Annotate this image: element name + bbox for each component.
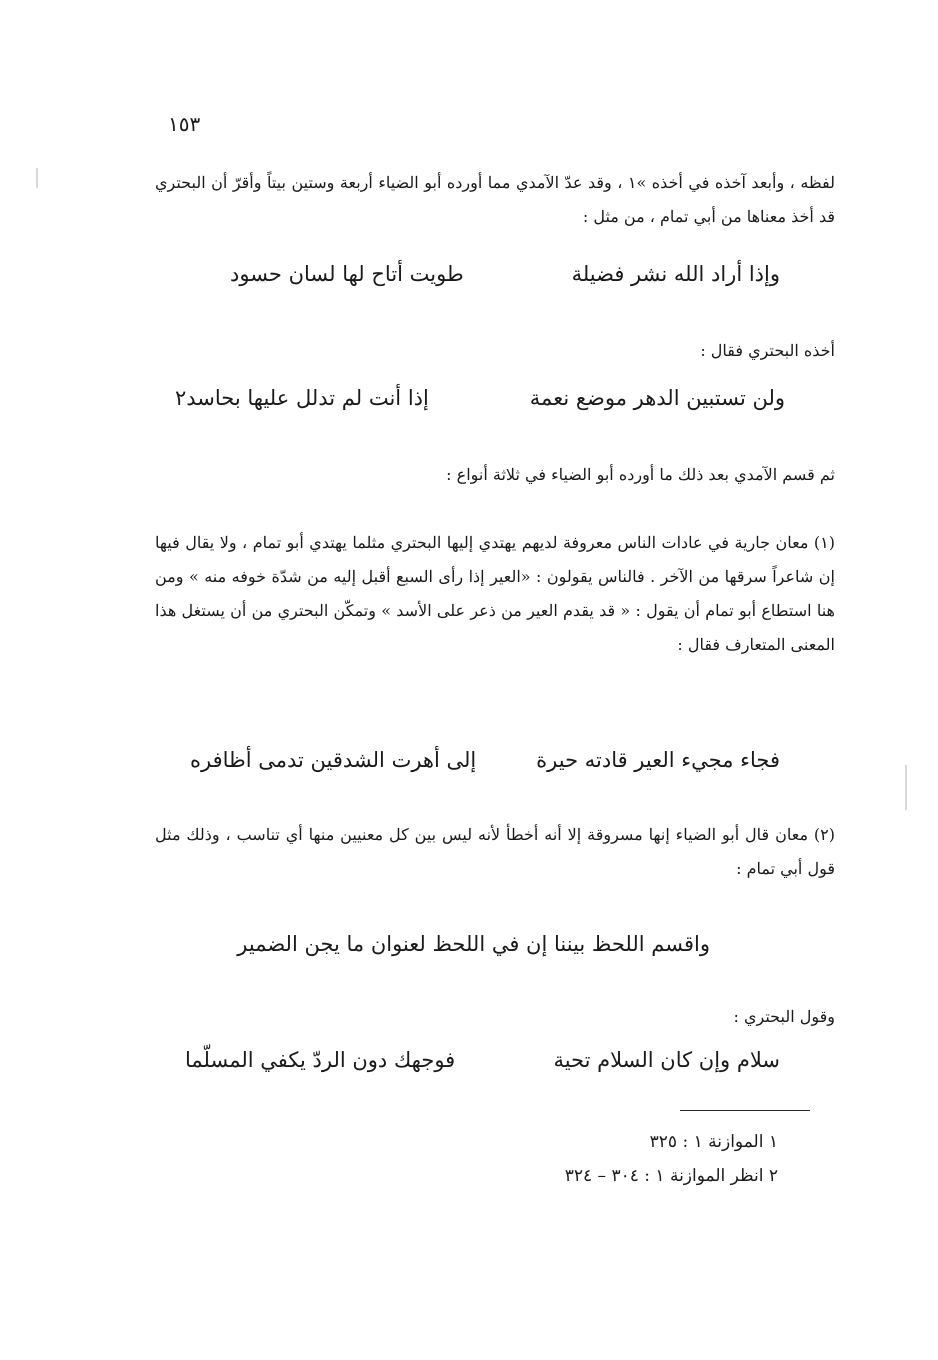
footnote-2: ٢ انظر الموازنة ١ : ٣٠٤ – ٣٢٤: [564, 1166, 778, 1186]
scan-mark-left: [36, 168, 38, 188]
verse-2-second-hemistich: إذا أنت لم تدلل عليها بحاسد٢: [175, 386, 429, 410]
verse-4: [220, 932, 710, 966]
paragraph-type-two: (٢) معان قال أبو الضياء إنها مسروقة إلا أنه أخطأ لأنه ليس بين كل معنيين منها أي تناسب ، وذلك مثل قول أبي تمام :: [155, 825, 836, 878]
verse-1: [230, 262, 780, 296]
verse-1-first-hemistich: وإذا أراد الله نشر فضيلة: [571, 262, 780, 286]
footnote-1: ١ الموازنة ١ : ٣٢٥: [649, 1132, 778, 1152]
verse-3-second-hemistich: إلى أهرت الشدقين تدمى أظافره: [190, 748, 477, 772]
verse-1-second-hemistich: طويت أتاح لها لسان حسود: [230, 262, 464, 286]
verse-5: [185, 1048, 780, 1082]
scan-mark-right: [905, 765, 907, 810]
verse-5-first-hemistich: سلام وإن كان السلام تحية: [553, 1048, 780, 1072]
verse-3: [190, 748, 780, 782]
page-number: ١٥٣: [168, 112, 201, 136]
verse-4-line: واقسم اللحظ بيننا إن في اللحظ لعنوان ما يجن الضمير: [237, 932, 710, 956]
paragraph-intro: لفظه ، وأبعد آخذه في أخذه »١ ، وقد عدّ الآمدي مما أورده أبو الضياء أربعة وستين بيتاً وأقرّ أن البحتري قد أخذ معناها من أبي تمام ، من مثل :: [155, 173, 835, 226]
footnote-divider: [680, 1110, 810, 1111]
verse-5-second-hemistich: فوجهك دون الردّ يكفي المسلّما: [185, 1048, 456, 1072]
paragraph-type-one: (١) معان جارية في عادات الناس معروفة لديهم يهتدي إليها البحتري مثلما يهتدي أبو تمام ، ولا يقال فيها إن شاعراً سرقها من الآخر . فالناس يقولون : «العير إذا رأى السبع أقبل إليه من شدّة خوفه منه » ومن هنا استطاع أبو تمام أن يقول : « قد يقدم العير من ذعر على الأسد » وتمكّن البحتري من أن يستغل هذا المعنى المتعارف فقال :: [155, 533, 835, 654]
paragraph-buhturi-saying: وقول البحتري :: [733, 1007, 835, 1026]
verse-2: [175, 386, 785, 420]
verse-3-first-hemistich: فجاء مجيء العير قادته حيرة: [536, 748, 780, 772]
paragraph-three-types: ثم قسم الآمدي بعد ذلك ما أورده أبو الضياء في ثلاثة أنواع :: [446, 465, 835, 484]
paragraph-buhturi-took: أخذه البحتري فقال :: [700, 341, 835, 360]
verse-2-first-hemistich: ولن تستبين الدهر موضع نعمة: [529, 386, 785, 410]
